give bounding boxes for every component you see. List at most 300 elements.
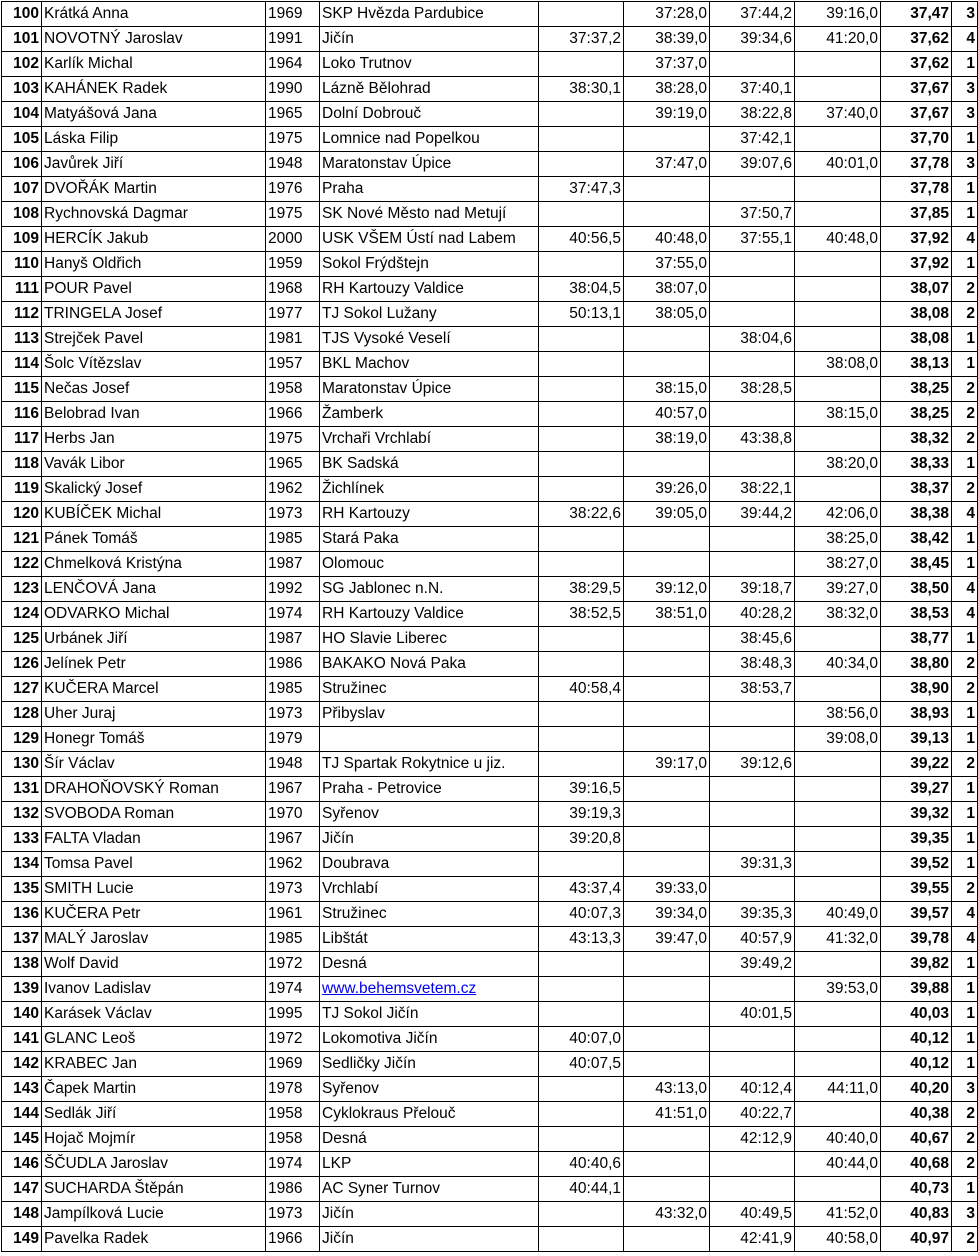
race-count-cell: 1: [952, 127, 978, 152]
table-row: [2, 102, 978, 127]
name-cell: TRINGELA Josef: [42, 302, 266, 327]
time-2-cell: 40:57,0: [624, 402, 710, 427]
club-cell: RH Kartouzy Valdice: [320, 602, 539, 627]
table-row: [2, 227, 978, 252]
race-count-cell: 1: [952, 52, 978, 77]
time-1-cell: [539, 652, 624, 677]
rank-cell: 141: [2, 1027, 42, 1052]
time-1-cell: [539, 452, 624, 477]
name-cell: Rychnovská Dagmar: [42, 202, 266, 227]
year-cell: 1968: [266, 277, 320, 302]
club-cell: Doubrava: [320, 852, 539, 877]
race-count-cell: 1: [952, 977, 978, 1002]
time-1-cell: [539, 327, 624, 352]
name-cell: Belobrad Ivan: [42, 402, 266, 427]
time-4-cell: [795, 327, 881, 352]
club-cell: TJ Sokol Jičín: [320, 1002, 539, 1027]
name-cell: Krátká Anna: [42, 2, 266, 27]
time-2-cell: [624, 1027, 710, 1052]
time-1-cell: [539, 977, 624, 1002]
time-2-cell: 39:34,0: [624, 902, 710, 927]
time-2-cell: 37:28,0: [624, 2, 710, 27]
time-3-cell: 37:55,1: [710, 227, 795, 252]
time-4-cell: [795, 302, 881, 327]
time-4-cell: 38:08,0: [795, 352, 881, 377]
time-4-cell: 44:11,0: [795, 1077, 881, 1102]
rank-cell: 112: [2, 302, 42, 327]
race-count-cell: 2: [952, 752, 978, 777]
race-count-cell: 2: [952, 302, 978, 327]
name-cell: Čapek Martin: [42, 1077, 266, 1102]
table-row: [2, 552, 978, 577]
year-cell: 1948: [266, 752, 320, 777]
name-cell: ODVARKO Michal: [42, 602, 266, 627]
time-2-cell: 38:39,0: [624, 27, 710, 52]
year-cell: 1958: [266, 1102, 320, 1127]
rank-cell: 147: [2, 1177, 42, 1202]
time-1-cell: [539, 102, 624, 127]
best-time-cell: 37,70: [881, 127, 952, 152]
club-cell: SK Nové Město nad Metují: [320, 202, 539, 227]
name-cell: Sedlák Jiří: [42, 1102, 266, 1127]
rank-cell: 121: [2, 527, 42, 552]
club-cell: SG Jablonec n.N.: [320, 577, 539, 602]
year-cell: 1985: [266, 677, 320, 702]
race-count-cell: 1: [952, 727, 978, 752]
best-time-cell: 38,42: [881, 527, 952, 552]
race-count-cell: 2: [952, 427, 978, 452]
time-4-cell: 39:08,0: [795, 727, 881, 752]
race-count-cell: 1: [952, 177, 978, 202]
best-time-cell: 38,77: [881, 627, 952, 652]
time-2-cell: 38:15,0: [624, 377, 710, 402]
table-row: [2, 1227, 978, 1252]
name-cell: KRABEC Jan: [42, 1052, 266, 1077]
time-2-cell: 39:33,0: [624, 877, 710, 902]
time-1-cell: 40:44,1: [539, 1177, 624, 1202]
club-cell: HO Slavie Liberec: [320, 627, 539, 652]
time-4-cell: [795, 477, 881, 502]
table-row: [2, 1002, 978, 1027]
year-cell: 1959: [266, 252, 320, 277]
time-4-cell: 38:32,0: [795, 602, 881, 627]
best-time-cell: 40,12: [881, 1052, 952, 1077]
time-3-cell: 42:41,9: [710, 1227, 795, 1252]
time-2-cell: [624, 127, 710, 152]
time-1-cell: [539, 202, 624, 227]
race-count-cell: 4: [952, 602, 978, 627]
best-time-cell: 38,13: [881, 352, 952, 377]
time-2-cell: [624, 727, 710, 752]
year-cell: 1948: [266, 152, 320, 177]
time-2-cell: 37:37,0: [624, 52, 710, 77]
rank-cell: 113: [2, 327, 42, 352]
time-2-cell: 38:05,0: [624, 302, 710, 327]
best-time-cell: 39,88: [881, 977, 952, 1002]
time-1-cell: [539, 377, 624, 402]
time-4-cell: 38:25,0: [795, 527, 881, 552]
year-cell: 1961: [266, 902, 320, 927]
year-cell: 1985: [266, 927, 320, 952]
club-cell: Syřenov: [320, 802, 539, 827]
year-cell: 1987: [266, 552, 320, 577]
best-time-cell: 38,38: [881, 502, 952, 527]
best-time-cell: 38,25: [881, 377, 952, 402]
club-cell: Jičín: [320, 827, 539, 852]
time-3-cell: 39:18,7: [710, 577, 795, 602]
name-cell: Pavelka Radek: [42, 1227, 266, 1252]
time-2-cell: 38:07,0: [624, 277, 710, 302]
club-cell: [320, 727, 539, 752]
name-cell: Nečas Josef: [42, 377, 266, 402]
time-3-cell: 37:50,7: [710, 202, 795, 227]
time-1-cell: [539, 127, 624, 152]
year-cell: 1964: [266, 52, 320, 77]
table-row: [2, 1077, 978, 1102]
name-cell: POUR Pavel: [42, 277, 266, 302]
rank-cell: 109: [2, 227, 42, 252]
year-cell: 1965: [266, 452, 320, 477]
club-cell: Stará Paka: [320, 527, 539, 552]
year-cell: 1966: [266, 402, 320, 427]
time-3-cell: [710, 877, 795, 902]
time-3-cell: [710, 277, 795, 302]
rank-cell: 132: [2, 802, 42, 827]
club-cell: Sedličky Jičín: [320, 1052, 539, 1077]
race-count-cell: 3: [952, 152, 978, 177]
year-cell: 1967: [266, 827, 320, 852]
year-cell: 1967: [266, 777, 320, 802]
time-1-cell: [539, 52, 624, 77]
rank-cell: 126: [2, 652, 42, 677]
time-1-cell: 38:52,5: [539, 602, 624, 627]
rank-cell: 120: [2, 502, 42, 527]
race-count-cell: 4: [952, 927, 978, 952]
time-2-cell: [624, 1227, 710, 1252]
rank-cell: 101: [2, 27, 42, 52]
year-cell: 2000: [266, 227, 320, 252]
time-4-cell: [795, 777, 881, 802]
time-3-cell: 39:34,6: [710, 27, 795, 52]
race-count-cell: 4: [952, 577, 978, 602]
name-cell: DVOŘÁK Martin: [42, 177, 266, 202]
best-time-cell: 38,45: [881, 552, 952, 577]
time-3-cell: 37:42,1: [710, 127, 795, 152]
time-2-cell: 37:47,0: [624, 152, 710, 177]
table-row: [2, 877, 978, 902]
best-time-cell: 40,97: [881, 1227, 952, 1252]
year-cell: 1986: [266, 652, 320, 677]
table-row: [2, 77, 978, 102]
table-row: [2, 202, 978, 227]
race-count-cell: 2: [952, 877, 978, 902]
time-4-cell: 41:32,0: [795, 927, 881, 952]
year-cell: 1970: [266, 802, 320, 827]
name-cell: Herbs Jan: [42, 427, 266, 452]
time-3-cell: 38:53,7: [710, 677, 795, 702]
time-3-cell: [710, 1052, 795, 1077]
time-1-cell: [539, 552, 624, 577]
time-2-cell: [624, 327, 710, 352]
year-cell: 1974: [266, 1152, 320, 1177]
time-1-cell: 38:30,1: [539, 77, 624, 102]
table-row: [2, 852, 978, 877]
rank-cell: 117: [2, 427, 42, 452]
race-count-cell: 1: [952, 202, 978, 227]
race-count-cell: 1: [952, 1177, 978, 1202]
time-3-cell: 37:40,1: [710, 77, 795, 102]
race-count-cell: 4: [952, 27, 978, 52]
club-cell: Praha - Petrovice: [320, 777, 539, 802]
name-cell: Ivanov Ladislav: [42, 977, 266, 1002]
time-2-cell: 38:28,0: [624, 77, 710, 102]
rank-cell: 143: [2, 1077, 42, 1102]
table-row: [2, 577, 978, 602]
race-count-cell: 1: [952, 327, 978, 352]
rank-cell: 135: [2, 877, 42, 902]
rank-cell: 102: [2, 52, 42, 77]
time-4-cell: [795, 377, 881, 402]
best-time-cell: 38,50: [881, 577, 952, 602]
time-1-cell: [539, 1227, 624, 1252]
race-count-cell: 1: [952, 1027, 978, 1052]
time-2-cell: [624, 652, 710, 677]
rank-cell: 145: [2, 1127, 42, 1152]
rank-cell: 137: [2, 927, 42, 952]
year-cell: 1966: [266, 1227, 320, 1252]
name-cell: Skalický Josef: [42, 477, 266, 502]
table-row: [2, 52, 978, 77]
club-cell: Loko Trutnov: [320, 52, 539, 77]
race-count-cell: 1: [952, 952, 978, 977]
name-cell: Strejček Pavel: [42, 327, 266, 352]
time-4-cell: [795, 627, 881, 652]
club-cell: Jičín: [320, 27, 539, 52]
table-row: [2, 302, 978, 327]
table-row: [2, 2, 978, 27]
year-cell: 1957: [266, 352, 320, 377]
name-cell: SVOBODA Roman: [42, 802, 266, 827]
results-body: [2, 2, 978, 1252]
race-count-cell: 1: [952, 777, 978, 802]
table-row: [2, 1152, 978, 1177]
club-cell: [320, 977, 539, 1002]
club-cell: Maratonstav Úpice: [320, 377, 539, 402]
time-4-cell: 37:40,0: [795, 102, 881, 127]
club-cell: BAKAKO Nová Paka: [320, 652, 539, 677]
table-row: [2, 327, 978, 352]
time-4-cell: 42:06,0: [795, 502, 881, 527]
year-cell: 1977: [266, 302, 320, 327]
time-4-cell: 40:48,0: [795, 227, 881, 252]
time-4-cell: [795, 1027, 881, 1052]
year-cell: 1990: [266, 77, 320, 102]
table-row: [2, 452, 978, 477]
year-cell: 1975: [266, 127, 320, 152]
name-cell: SMITH Lucie: [42, 877, 266, 902]
race-count-cell: 3: [952, 102, 978, 127]
time-2-cell: [624, 827, 710, 852]
time-3-cell: 39:35,3: [710, 902, 795, 927]
best-time-cell: 39,22: [881, 752, 952, 777]
time-3-cell: 39:44,2: [710, 502, 795, 527]
time-4-cell: [795, 802, 881, 827]
time-2-cell: 39:26,0: [624, 477, 710, 502]
time-1-cell: 40:56,5: [539, 227, 624, 252]
table-row: [2, 752, 978, 777]
race-count-cell: 2: [952, 277, 978, 302]
rank-cell: 105: [2, 127, 42, 152]
time-3-cell: [710, 1027, 795, 1052]
race-count-cell: 4: [952, 502, 978, 527]
year-cell: 1958: [266, 377, 320, 402]
time-3-cell: [710, 352, 795, 377]
time-3-cell: [710, 177, 795, 202]
time-3-cell: 38:45,6: [710, 627, 795, 652]
time-4-cell: [795, 277, 881, 302]
club-cell: Desná: [320, 1127, 539, 1152]
best-time-cell: 39,82: [881, 952, 952, 977]
time-4-cell: 39:53,0: [795, 977, 881, 1002]
best-time-cell: 40,68: [881, 1152, 952, 1177]
best-time-cell: 40,83: [881, 1202, 952, 1227]
time-4-cell: 38:27,0: [795, 552, 881, 577]
year-cell: 1962: [266, 477, 320, 502]
club-cell: Přibyslav: [320, 702, 539, 727]
time-4-cell: [795, 177, 881, 202]
name-cell: GLANC Leoš: [42, 1027, 266, 1052]
time-3-cell: 39:31,3: [710, 852, 795, 877]
table-row: [2, 27, 978, 52]
race-count-cell: 2: [952, 1127, 978, 1152]
name-cell: KUBÍČEK Michal: [42, 502, 266, 527]
name-cell: Hanyš Oldřich: [42, 252, 266, 277]
time-1-cell: 37:47,3: [539, 177, 624, 202]
time-3-cell: [710, 777, 795, 802]
race-count-cell: 3: [952, 2, 978, 27]
club-cell: Maratonstav Úpice: [320, 152, 539, 177]
table-row: [2, 1052, 978, 1077]
race-count-cell: 3: [952, 77, 978, 102]
race-count-cell: 1: [952, 552, 978, 577]
time-3-cell: 39:07,6: [710, 152, 795, 177]
table-row: [2, 502, 978, 527]
best-time-cell: 40,67: [881, 1127, 952, 1152]
year-cell: 1973: [266, 877, 320, 902]
table-row: [2, 277, 978, 302]
time-1-cell: [539, 702, 624, 727]
table-row: [2, 977, 978, 1002]
club-cell: TJ Sokol Lužany: [320, 302, 539, 327]
time-4-cell: 38:15,0: [795, 402, 881, 427]
race-count-cell: 2: [952, 377, 978, 402]
best-time-cell: 40,03: [881, 1002, 952, 1027]
table-row: [2, 177, 978, 202]
time-2-cell: 39:05,0: [624, 502, 710, 527]
name-cell: KUČERA Petr: [42, 902, 266, 927]
rank-cell: 133: [2, 827, 42, 852]
rank-cell: 106: [2, 152, 42, 177]
time-1-cell: [539, 427, 624, 452]
rank-cell: 128: [2, 702, 42, 727]
year-cell: 1975: [266, 427, 320, 452]
time-3-cell: 39:12,6: [710, 752, 795, 777]
race-count-cell: 3: [952, 1077, 978, 1102]
time-3-cell: 40:57,9: [710, 927, 795, 952]
time-4-cell: 40:01,0: [795, 152, 881, 177]
club-cell: Sokol Frýdštejn: [320, 252, 539, 277]
club-link[interactable]: www.behemsvetem.cz: [322, 980, 477, 997]
table-row: [2, 627, 978, 652]
year-cell: 1992: [266, 577, 320, 602]
time-2-cell: 39:12,0: [624, 577, 710, 602]
table-row: [2, 127, 978, 152]
club-cell: Desná: [320, 952, 539, 977]
name-cell: SUCHARDA Štěpán: [42, 1177, 266, 1202]
time-3-cell: 40:22,7: [710, 1102, 795, 1127]
time-1-cell: [539, 852, 624, 877]
time-2-cell: [624, 177, 710, 202]
best-time-cell: 38,80: [881, 652, 952, 677]
name-cell: Matyášová Jana: [42, 102, 266, 127]
best-time-cell: 37,47: [881, 2, 952, 27]
best-time-cell: 37,62: [881, 52, 952, 77]
time-3-cell: [710, 52, 795, 77]
time-1-cell: [539, 1077, 624, 1102]
table-row: [2, 1102, 978, 1127]
best-time-cell: 40,12: [881, 1027, 952, 1052]
time-2-cell: [624, 527, 710, 552]
time-3-cell: 42:12,9: [710, 1127, 795, 1152]
race-count-cell: 1: [952, 852, 978, 877]
rank-cell: 131: [2, 777, 42, 802]
rank-cell: 118: [2, 452, 42, 477]
club-cell: Syřenov: [320, 1077, 539, 1102]
time-1-cell: [539, 752, 624, 777]
name-cell: NOVOTNÝ Jaroslav: [42, 27, 266, 52]
table-row: [2, 527, 978, 552]
time-4-cell: [795, 252, 881, 277]
time-1-cell: 40:07,0: [539, 1027, 624, 1052]
name-cell: Tomsa Pavel: [42, 852, 266, 877]
best-time-cell: 38,37: [881, 477, 952, 502]
club-cell: USK VŠEM Ústí nad Labem: [320, 227, 539, 252]
table-row: [2, 1202, 978, 1227]
club-cell: Stružinec: [320, 902, 539, 927]
race-count-cell: 2: [952, 402, 978, 427]
time-2-cell: [624, 1002, 710, 1027]
club-cell: Stružinec: [320, 677, 539, 702]
time-1-cell: [539, 402, 624, 427]
club-cell: Cyklokraus Přelouč: [320, 1102, 539, 1127]
name-cell: FALTA Vladan: [42, 827, 266, 852]
table-row: [2, 727, 978, 752]
table-row: [2, 602, 978, 627]
time-4-cell: [795, 77, 881, 102]
time-2-cell: [624, 627, 710, 652]
name-cell: ŠČUDLA Jaroslav: [42, 1152, 266, 1177]
race-count-cell: 1: [952, 452, 978, 477]
time-2-cell: 39:17,0: [624, 752, 710, 777]
rank-cell: 149: [2, 1227, 42, 1252]
year-cell: 1962: [266, 852, 320, 877]
time-1-cell: [539, 2, 624, 27]
club-cell: RH Kartouzy Valdice: [320, 277, 539, 302]
name-cell: LENČOVÁ Jana: [42, 577, 266, 602]
time-2-cell: [624, 1127, 710, 1152]
time-4-cell: [795, 202, 881, 227]
race-count-cell: 2: [952, 1152, 978, 1177]
